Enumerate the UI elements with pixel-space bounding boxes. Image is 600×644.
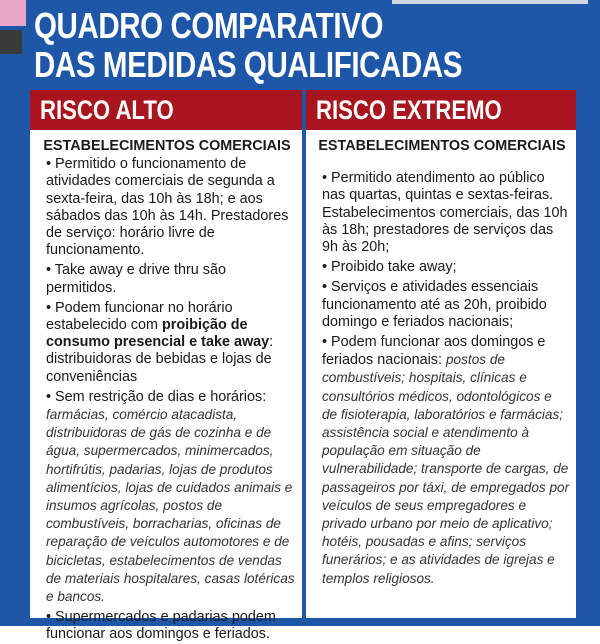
item-text: : distribuidoras de bebidas e lojas de conveniências: [46, 334, 274, 385]
item-bold-text: proibição de consumo presencial e take away: [46, 317, 270, 351]
list-item: • Serviços e atividades essenciais funcionamento até as 20h, proibido domingo e feriados nacionais;: [322, 279, 547, 330]
list-item: • Proibido take away;: [322, 259, 457, 276]
list-item: • Permitido atendimento ao público nas quartas, quintas e sextas-feiras. Estabelecimentos comerciais, das 10h às 18h; prestadores de serviços das 9h às 20h;: [322, 170, 568, 256]
panel-header-risco-alto: [30, 90, 302, 130]
list-item: • Permitido o funcionamento de atividades comerciais de segunda a sexta-feira, das 10h às 18h; e aos sábados das 10h às 14h. Prestadores de serviço: horário livre de funcionamento.: [46, 156, 289, 259]
item-text: • Sem restrição de dias e horários:: [46, 388, 267, 405]
decor-strip-pink: [0, 0, 26, 26]
item-text: • Podem funcionar aos domingos e feriados nacionais:: [322, 334, 546, 369]
spacer: [314, 156, 570, 170]
list-item: • Supermercados e padarias podem funcionar aos domingos e feriados.: [46, 609, 276, 643]
list-item: [314, 334, 570, 588]
item-italic-text: farmácias, comércio atacadista, distribuidoras de gás de cozinha e de água, supermercados, minimercados, hortifrútis, padarias, lojas de produtos alimentícios, lojas de cuidados animais e insumos agrícolas, postos de combustíveis, borracharias, oficinas de reparação de veículos automotores e de bicicletas, estabelecimentos de vendas de materiais hospitalares, casas lotéricas e bancos.: [46, 407, 295, 605]
panel-risco-alto: [30, 90, 302, 643]
list-item: [38, 389, 296, 606]
panel-body: [306, 130, 576, 588]
item-italic-text: postos de combustíveis; hospitais, clínicas e consultórios médicos, odontológicos e de fisioterapia, laboratórios e farmácias; assistência social e atendimento à população em situação de vulnerabilidade; transporte de cargas, de passageiros por táxi, de empregados por veículos de seus empregadores e privado urbano por meio de aplicativo; hotéis, pousadas e afins; serviços funerários; e as atividades de igrejas e templos religiosos.: [322, 352, 570, 586]
section-title: ESTABELECIMENTOS COMERCIAIS: [43, 138, 291, 154]
panel-header-label: RISCO ALTO: [40, 95, 174, 125]
decor-strip-top: [392, 0, 588, 4]
panel-body: [30, 130, 302, 644]
list-item: [38, 300, 296, 386]
title-line-2: DAS MEDIDAS QUALIFICADAS: [34, 44, 463, 85]
panel-header-risco-extremo: [306, 90, 576, 130]
poster-title: [34, 6, 493, 84]
decor-strip-gray: [0, 30, 22, 54]
panel-risco-extremo: [306, 90, 576, 618]
section-title: ESTABELECIMENTOS COMERCIAIS: [318, 138, 566, 154]
list-item: • Take away e drive thru são permitidos.: [46, 262, 226, 296]
item-text: • Podem funcionar no horário estabelecido com: [46, 299, 233, 334]
panel-header-label: RISCO EXTREMO: [316, 95, 502, 125]
title-line-1: QUADRO COMPARATIVO: [34, 5, 384, 46]
